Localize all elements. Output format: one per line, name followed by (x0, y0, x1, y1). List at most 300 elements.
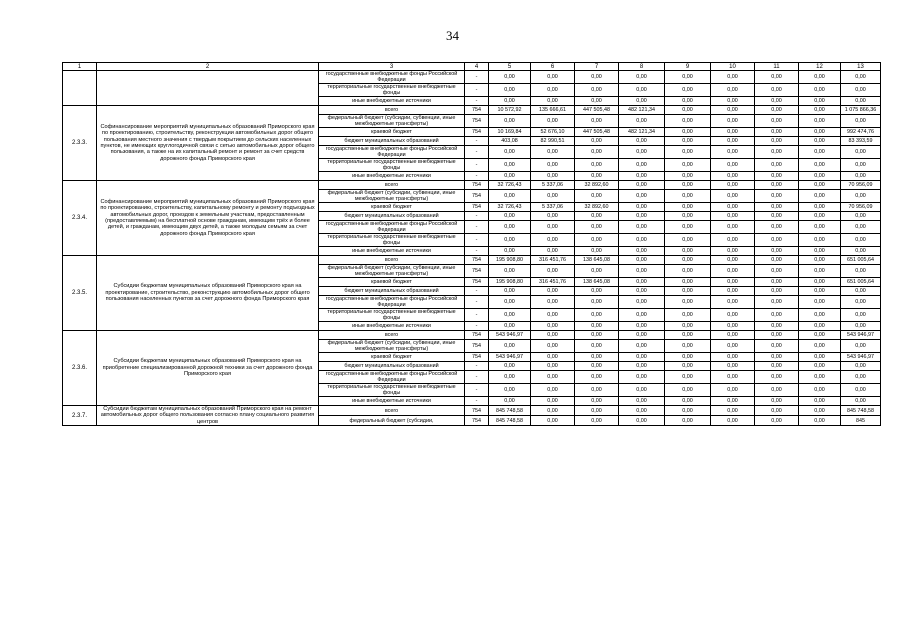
amount-cell: 0,00 (489, 115, 531, 128)
amount-cell: 651 005,64 (841, 256, 881, 265)
amount-cell: 0,00 (665, 371, 711, 384)
funding-source-cell: всего (319, 406, 465, 416)
amount-cell: 0,00 (575, 416, 619, 426)
amount-cell: 138 645,08 (575, 278, 619, 287)
amount-cell: 0,00 (489, 71, 531, 84)
amount-cell: 482 121,34 (619, 106, 665, 115)
amount-cell: 0,00 (531, 397, 575, 406)
amount-cell: 0,00 (619, 353, 665, 362)
amount-cell: 0,00 (665, 234, 711, 247)
amount-cell: 0,00 (799, 221, 841, 234)
amount-cell: 0,00 (841, 221, 881, 234)
amount-cell: 0,00 (711, 256, 755, 265)
amount-cell: 0,00 (619, 181, 665, 190)
amount-cell: 0,00 (531, 97, 575, 106)
funding-source-cell: иные внебюджетные источники (319, 247, 465, 256)
amount-cell: 0,00 (755, 296, 799, 309)
amount-cell: 0,00 (711, 137, 755, 146)
amount-cell: 0,00 (799, 247, 841, 256)
amount-cell: 0,00 (755, 172, 799, 181)
grbs-code-cell: - (465, 296, 489, 309)
amount-cell: 0,00 (841, 190, 881, 203)
amount-cell: 0,00 (531, 212, 575, 221)
amount-cell: 0,00 (711, 71, 755, 84)
amount-cell: 0,00 (619, 296, 665, 309)
amount-cell: 0,00 (619, 309, 665, 322)
amount-cell: 0,00 (575, 71, 619, 84)
amount-cell: 0,00 (711, 115, 755, 128)
amount-cell: 0,00 (711, 265, 755, 278)
amount-cell: 0,00 (799, 190, 841, 203)
amount-cell: 0,00 (575, 97, 619, 106)
amount-cell: 0,00 (841, 84, 881, 97)
amount-cell: 0,00 (531, 331, 575, 340)
funding-source-cell: бюджет муниципальных образований (319, 287, 465, 296)
amount-cell: 0,00 (531, 265, 575, 278)
amount-cell: 0,00 (665, 384, 711, 397)
amount-cell: 0,00 (711, 106, 755, 115)
grbs-code-cell: - (465, 84, 489, 97)
amount-cell: 0,00 (665, 247, 711, 256)
amount-cell: 0,00 (665, 362, 711, 371)
amount-cell: 0,00 (711, 322, 755, 331)
item-code-cell: 2.3.4. (63, 181, 97, 256)
grbs-code-cell: 754 (465, 265, 489, 278)
amount-cell: 0,00 (841, 309, 881, 322)
amount-cell: 0,00 (755, 322, 799, 331)
amount-cell: 0,00 (711, 362, 755, 371)
amount-cell: 0,00 (755, 309, 799, 322)
funding-source-cell: федеральный бюджет (субсидии, (319, 416, 465, 426)
funding-source-cell: иные внебюджетные источники (319, 322, 465, 331)
amount-cell: 0,00 (619, 287, 665, 296)
amount-cell: 0,00 (489, 397, 531, 406)
amount-cell: 0,00 (799, 106, 841, 115)
amount-cell: 0,00 (711, 287, 755, 296)
amount-cell: 0,00 (755, 159, 799, 172)
amount-cell: 0,00 (575, 146, 619, 159)
amount-cell: 32 726,43 (489, 203, 531, 212)
amount-cell: 0,00 (489, 221, 531, 234)
amount-cell: 0,00 (665, 203, 711, 212)
grbs-code-cell: - (465, 146, 489, 159)
amount-cell: 0,00 (841, 362, 881, 371)
amount-cell: 195 908,80 (489, 256, 531, 265)
amount-cell: 0,00 (665, 190, 711, 203)
amount-cell: 0,00 (755, 181, 799, 190)
amount-cell: 0,00 (489, 97, 531, 106)
amount-cell: 0,00 (619, 340, 665, 353)
amount-cell: 0,00 (489, 234, 531, 247)
grbs-code-cell: - (465, 234, 489, 247)
amount-cell: 0,00 (575, 371, 619, 384)
amount-cell: 0,00 (575, 265, 619, 278)
column-number-cell: 3 (319, 63, 465, 71)
amount-cell: 0,00 (841, 97, 881, 106)
amount-cell: 0,00 (799, 172, 841, 181)
amount-cell: 0,00 (755, 287, 799, 296)
amount-cell: 0,00 (755, 71, 799, 84)
amount-cell: 0,00 (619, 397, 665, 406)
item-description-cell: Софинансирование мероприятий муниципальных образований Приморского края по проектированию, строительству, капитальному ремонту и ремонту подъездных автомобильных дорог, проездов к земельным участкам, предоставленным (предоставляемым) на бесплатной основе гражданам, имеющим трёх и более детей, и гражданам, имеющим двух детей, а также молодым семьям за счет дорожного фонда Приморского края (97, 181, 319, 256)
grbs-code-cell: 754 (465, 416, 489, 426)
amount-cell: 0,00 (711, 353, 755, 362)
amount-cell: 0,00 (711, 397, 755, 406)
column-number-cell: 8 (619, 63, 665, 71)
grbs-code-cell: 754 (465, 256, 489, 265)
item-description-cell: Субсидии бюджетам муниципальных образований Приморского края на ремонт автомобильных дорог общего пользования согласно плану социального развития центров (97, 406, 319, 426)
amount-cell: 0,00 (619, 115, 665, 128)
amount-cell: 0,00 (841, 146, 881, 159)
funding-source-cell: территориальные государственные внебюджетные фонды (319, 384, 465, 397)
amount-cell: 0,00 (575, 287, 619, 296)
amount-cell: 0,00 (799, 371, 841, 384)
amount-cell: 0,00 (489, 362, 531, 371)
grbs-code-cell: 754 (465, 340, 489, 353)
amount-cell: 0,00 (489, 247, 531, 256)
amount-cell: 0,00 (711, 146, 755, 159)
amount-cell: 0,00 (531, 384, 575, 397)
amount-cell: 316 451,76 (531, 256, 575, 265)
amount-cell: 0,00 (575, 84, 619, 97)
funding-source-cell: территориальные государственные внебюджетные фонды (319, 234, 465, 247)
amount-cell: 0,00 (665, 296, 711, 309)
amount-cell: 0,00 (665, 353, 711, 362)
amount-cell: 0,00 (841, 265, 881, 278)
amount-cell: 0,00 (665, 309, 711, 322)
amount-cell: 0,00 (799, 159, 841, 172)
grbs-code-cell: - (465, 397, 489, 406)
amount-cell: 0,00 (575, 247, 619, 256)
funding-source-cell: бюджет муниципальных образований (319, 212, 465, 221)
amount-cell: 0,00 (755, 416, 799, 426)
column-number-cell: 4 (465, 63, 489, 71)
amount-cell: 316 451,76 (531, 278, 575, 287)
amount-cell: 0,00 (841, 115, 881, 128)
amount-cell: 195 908,80 (489, 278, 531, 287)
amount-cell: 651 005,64 (841, 278, 881, 287)
amount-cell: 0,00 (755, 247, 799, 256)
amount-cell: 0,00 (575, 384, 619, 397)
amount-cell: 0,00 (665, 331, 711, 340)
amount-cell: 0,00 (711, 278, 755, 287)
amount-cell: 0,00 (711, 190, 755, 203)
amount-cell: 0,00 (531, 406, 575, 416)
amount-cell: 0,00 (711, 340, 755, 353)
amount-cell: 0,00 (531, 115, 575, 128)
amount-cell: 0,00 (711, 331, 755, 340)
amount-cell: 0,00 (755, 406, 799, 416)
table-row (63, 256, 881, 265)
amount-cell: 0,00 (619, 416, 665, 426)
amount-cell: 32 892,60 (575, 181, 619, 190)
amount-cell: 0,00 (575, 397, 619, 406)
item-description-cell (97, 71, 319, 106)
amount-cell: 0,00 (665, 137, 711, 146)
amount-cell: 0,00 (665, 397, 711, 406)
amount-cell: 0,00 (575, 234, 619, 247)
amount-cell: 0,00 (711, 384, 755, 397)
amount-cell: 32 726,43 (489, 181, 531, 190)
amount-cell: 0,00 (841, 234, 881, 247)
amount-cell: 0,00 (755, 362, 799, 371)
amount-cell: 0,00 (799, 181, 841, 190)
funding-source-cell: бюджет муниципальных образований (319, 137, 465, 146)
amount-cell: 0,00 (755, 371, 799, 384)
amount-cell: 0,00 (531, 84, 575, 97)
amount-cell: 83 393,59 (841, 137, 881, 146)
amount-cell: 0,00 (711, 416, 755, 426)
funding-source-cell: иные внебюджетные источники (319, 397, 465, 406)
amount-cell: 0,00 (575, 296, 619, 309)
amount-cell: 0,00 (799, 287, 841, 296)
amount-cell: 0,00 (619, 97, 665, 106)
funding-source-cell: краевой бюджет (319, 128, 465, 137)
funding-source-cell: федеральный бюджет (субсидии, субвенции, иные межбюджетные трансферты) (319, 190, 465, 203)
amount-cell: 0,00 (489, 296, 531, 309)
amount-cell: 0,00 (619, 384, 665, 397)
funding-source-cell: территориальные государственные внебюджетные фонды (319, 84, 465, 97)
amount-cell: 70 956,09 (841, 181, 881, 190)
amount-cell: 0,00 (489, 146, 531, 159)
amount-cell: 845 748,58 (841, 406, 881, 416)
amount-cell: 0,00 (799, 97, 841, 106)
amount-cell: 0,00 (755, 84, 799, 97)
grbs-code-cell: - (465, 287, 489, 296)
amount-cell: 0,00 (799, 309, 841, 322)
amount-cell: 0,00 (665, 159, 711, 172)
amount-cell: 543 946,97 (841, 331, 881, 340)
item-description-cell: Субсидии бюджетам муниципальных образований Приморского края на приобретение специализированной дорожной техники за счет дорожного фонда Приморского края (97, 331, 319, 406)
amount-cell: 0,00 (575, 340, 619, 353)
amount-cell: 0,00 (665, 416, 711, 426)
amount-cell: 0,00 (575, 322, 619, 331)
amount-cell: 0,00 (665, 265, 711, 278)
item-description-cell: Субсидии бюджетам муниципальных образований Приморского края на проектирование, строительство, реконструкцию автомобильных дорог общего пользования населенных пунктов за счет дорожного фонда Приморского края (97, 256, 319, 331)
amount-cell: 0,00 (665, 221, 711, 234)
grbs-code-cell: 754 (465, 203, 489, 212)
amount-cell: 0,00 (531, 416, 575, 426)
item-code-cell (63, 71, 97, 106)
grbs-code-cell: - (465, 97, 489, 106)
amount-cell: 0,00 (799, 212, 841, 221)
amount-cell: 0,00 (841, 340, 881, 353)
amount-cell: 0,00 (531, 190, 575, 203)
amount-cell: 0,00 (619, 71, 665, 84)
amount-cell: 403,08 (489, 137, 531, 146)
amount-cell: 482 121,34 (619, 128, 665, 137)
amount-cell: 845 (841, 416, 881, 426)
amount-cell: 0,00 (799, 397, 841, 406)
amount-cell: 0,00 (711, 234, 755, 247)
grbs-code-cell: 754 (465, 353, 489, 362)
amount-cell: 0,00 (799, 203, 841, 212)
amount-cell: 543 946,97 (841, 353, 881, 362)
amount-cell: 0,00 (841, 397, 881, 406)
funding-source-cell: бюджет муниципальных образований (319, 362, 465, 371)
amount-cell: 0,00 (489, 340, 531, 353)
amount-cell: 0,00 (531, 221, 575, 234)
amount-cell: 0,00 (619, 172, 665, 181)
amount-cell: 0,00 (711, 128, 755, 137)
grbs-code-cell: 754 (465, 190, 489, 203)
grbs-code-cell: 754 (465, 128, 489, 137)
amount-cell: 0,00 (711, 84, 755, 97)
amount-cell: 10 169,84 (489, 128, 531, 137)
column-number-cell: 9 (665, 63, 711, 71)
amount-cell: 0,00 (575, 406, 619, 416)
amount-cell: 0,00 (489, 287, 531, 296)
amount-cell: 0,00 (799, 115, 841, 128)
amount-cell: 0,00 (531, 234, 575, 247)
amount-cell: 0,00 (799, 296, 841, 309)
amount-cell: 0,00 (619, 159, 665, 172)
amount-cell: 0,00 (711, 406, 755, 416)
grbs-code-cell: 754 (465, 331, 489, 340)
item-code-cell: 2.3.7. (63, 406, 97, 426)
amount-cell: 0,00 (575, 353, 619, 362)
grbs-code-cell: 754 (465, 115, 489, 128)
amount-cell: 0,00 (799, 331, 841, 340)
amount-cell: 0,00 (799, 71, 841, 84)
amount-cell: 0,00 (665, 84, 711, 97)
funding-source-cell: иные внебюджетные источники (319, 97, 465, 106)
amount-cell: 447 505,48 (575, 106, 619, 115)
amount-cell: 0,00 (799, 256, 841, 265)
column-number-cell: 12 (799, 63, 841, 71)
amount-cell: 0,00 (711, 371, 755, 384)
amount-cell: 82 990,51 (531, 137, 575, 146)
funding-source-cell: федеральный бюджет (субсидии, субвенции, иные межбюджетные трансферты) (319, 115, 465, 128)
amount-cell: 0,00 (619, 137, 665, 146)
amount-cell: 0,00 (531, 322, 575, 331)
amount-cell: 0,00 (711, 172, 755, 181)
amount-cell: 0,00 (575, 115, 619, 128)
amount-cell: 0,00 (755, 340, 799, 353)
funding-source-cell: государственные внебюджетные фонды Российской Федерации (319, 371, 465, 384)
amount-cell: 0,00 (841, 71, 881, 84)
amount-cell: 0,00 (665, 406, 711, 416)
column-number-cell: 6 (531, 63, 575, 71)
amount-cell: 0,00 (755, 146, 799, 159)
amount-cell: 0,00 (755, 256, 799, 265)
amount-cell: 0,00 (711, 247, 755, 256)
amount-cell: 0,00 (799, 340, 841, 353)
grbs-code-cell: 754 (465, 278, 489, 287)
column-number-cell: 11 (755, 63, 799, 71)
amount-cell: 0,00 (711, 296, 755, 309)
amount-cell: 0,00 (665, 278, 711, 287)
amount-cell: 0,00 (665, 106, 711, 115)
table-row (63, 181, 881, 190)
amount-cell: 0,00 (489, 322, 531, 331)
amount-cell: 0,00 (619, 247, 665, 256)
amount-cell: 0,00 (489, 190, 531, 203)
amount-cell: 0,00 (841, 296, 881, 309)
amount-cell: 0,00 (619, 322, 665, 331)
amount-cell: 0,00 (531, 309, 575, 322)
funding-source-cell: краевой бюджет (319, 353, 465, 362)
funding-source-cell: иные внебюджетные источники (319, 172, 465, 181)
amount-cell: 0,00 (755, 234, 799, 247)
funding-source-cell: краевой бюджет (319, 278, 465, 287)
amount-cell: 1 075 866,36 (841, 106, 881, 115)
amount-cell: 138 645,08 (575, 256, 619, 265)
grbs-code-cell: - (465, 212, 489, 221)
item-code-cell: 2.3.3. (63, 106, 97, 181)
amount-cell: 0,00 (489, 84, 531, 97)
amount-cell: 0,00 (531, 146, 575, 159)
column-number-cell: 13 (841, 63, 881, 71)
amount-cell: 0,00 (841, 172, 881, 181)
amount-cell: 0,00 (575, 190, 619, 203)
grbs-code-cell: - (465, 322, 489, 331)
amount-cell: 0,00 (755, 353, 799, 362)
amount-cell: 0,00 (531, 287, 575, 296)
amount-cell: 845 748,58 (489, 406, 531, 416)
amount-cell: 0,00 (755, 278, 799, 287)
grbs-code-cell: - (465, 172, 489, 181)
column-number-cell: 10 (711, 63, 755, 71)
amount-cell: 0,00 (665, 212, 711, 221)
amount-cell: 0,00 (489, 212, 531, 221)
amount-cell: 0,00 (619, 278, 665, 287)
amount-cell: 0,00 (489, 384, 531, 397)
funding-source-cell: федеральный бюджет (субсидии, субвенции, иные межбюджетные трансферты) (319, 265, 465, 278)
amount-cell: 0,00 (711, 212, 755, 221)
grbs-code-cell: - (465, 384, 489, 397)
amount-cell: 0,00 (531, 340, 575, 353)
amount-cell: 0,00 (799, 322, 841, 331)
funding-source-cell: государственные внебюджетные фонды Российской Федерации (319, 221, 465, 234)
amount-cell: 0,00 (619, 203, 665, 212)
amount-cell: 0,00 (755, 128, 799, 137)
grbs-code-cell: 754 (465, 181, 489, 190)
amount-cell: 0,00 (489, 159, 531, 172)
amount-cell: 0,00 (575, 331, 619, 340)
amount-cell: 0,00 (531, 71, 575, 84)
amount-cell: 0,00 (755, 97, 799, 106)
column-number-cell: 2 (97, 63, 319, 71)
funding-source-cell: всего (319, 106, 465, 115)
amount-cell: 0,00 (755, 212, 799, 221)
table-row (63, 331, 881, 340)
amount-cell: 0,00 (841, 384, 881, 397)
amount-cell: 0,00 (575, 309, 619, 322)
grbs-code-cell: - (465, 309, 489, 322)
amount-cell: 0,00 (755, 331, 799, 340)
amount-cell: 0,00 (619, 256, 665, 265)
funding-source-cell: федеральный бюджет (субсидии, субвенции, иные межбюджетные трансферты) (319, 340, 465, 353)
amount-cell: 0,00 (799, 84, 841, 97)
amount-cell: 0,00 (575, 221, 619, 234)
amount-cell: 135 666,61 (531, 106, 575, 115)
amount-cell: 0,00 (755, 106, 799, 115)
amount-cell: 0,00 (619, 146, 665, 159)
funding-source-cell: краевой бюджет (319, 203, 465, 212)
amount-cell: 0,00 (619, 84, 665, 97)
amount-cell: 0,00 (665, 97, 711, 106)
amount-cell: 0,00 (841, 371, 881, 384)
amount-cell: 0,00 (711, 97, 755, 106)
amount-cell: 0,00 (755, 203, 799, 212)
grbs-code-cell: - (465, 362, 489, 371)
amount-cell: 0,00 (799, 416, 841, 426)
amount-cell: 0,00 (755, 397, 799, 406)
amount-cell: 0,00 (619, 331, 665, 340)
amount-cell: 70 956,09 (841, 203, 881, 212)
amount-cell: 0,00 (799, 128, 841, 137)
